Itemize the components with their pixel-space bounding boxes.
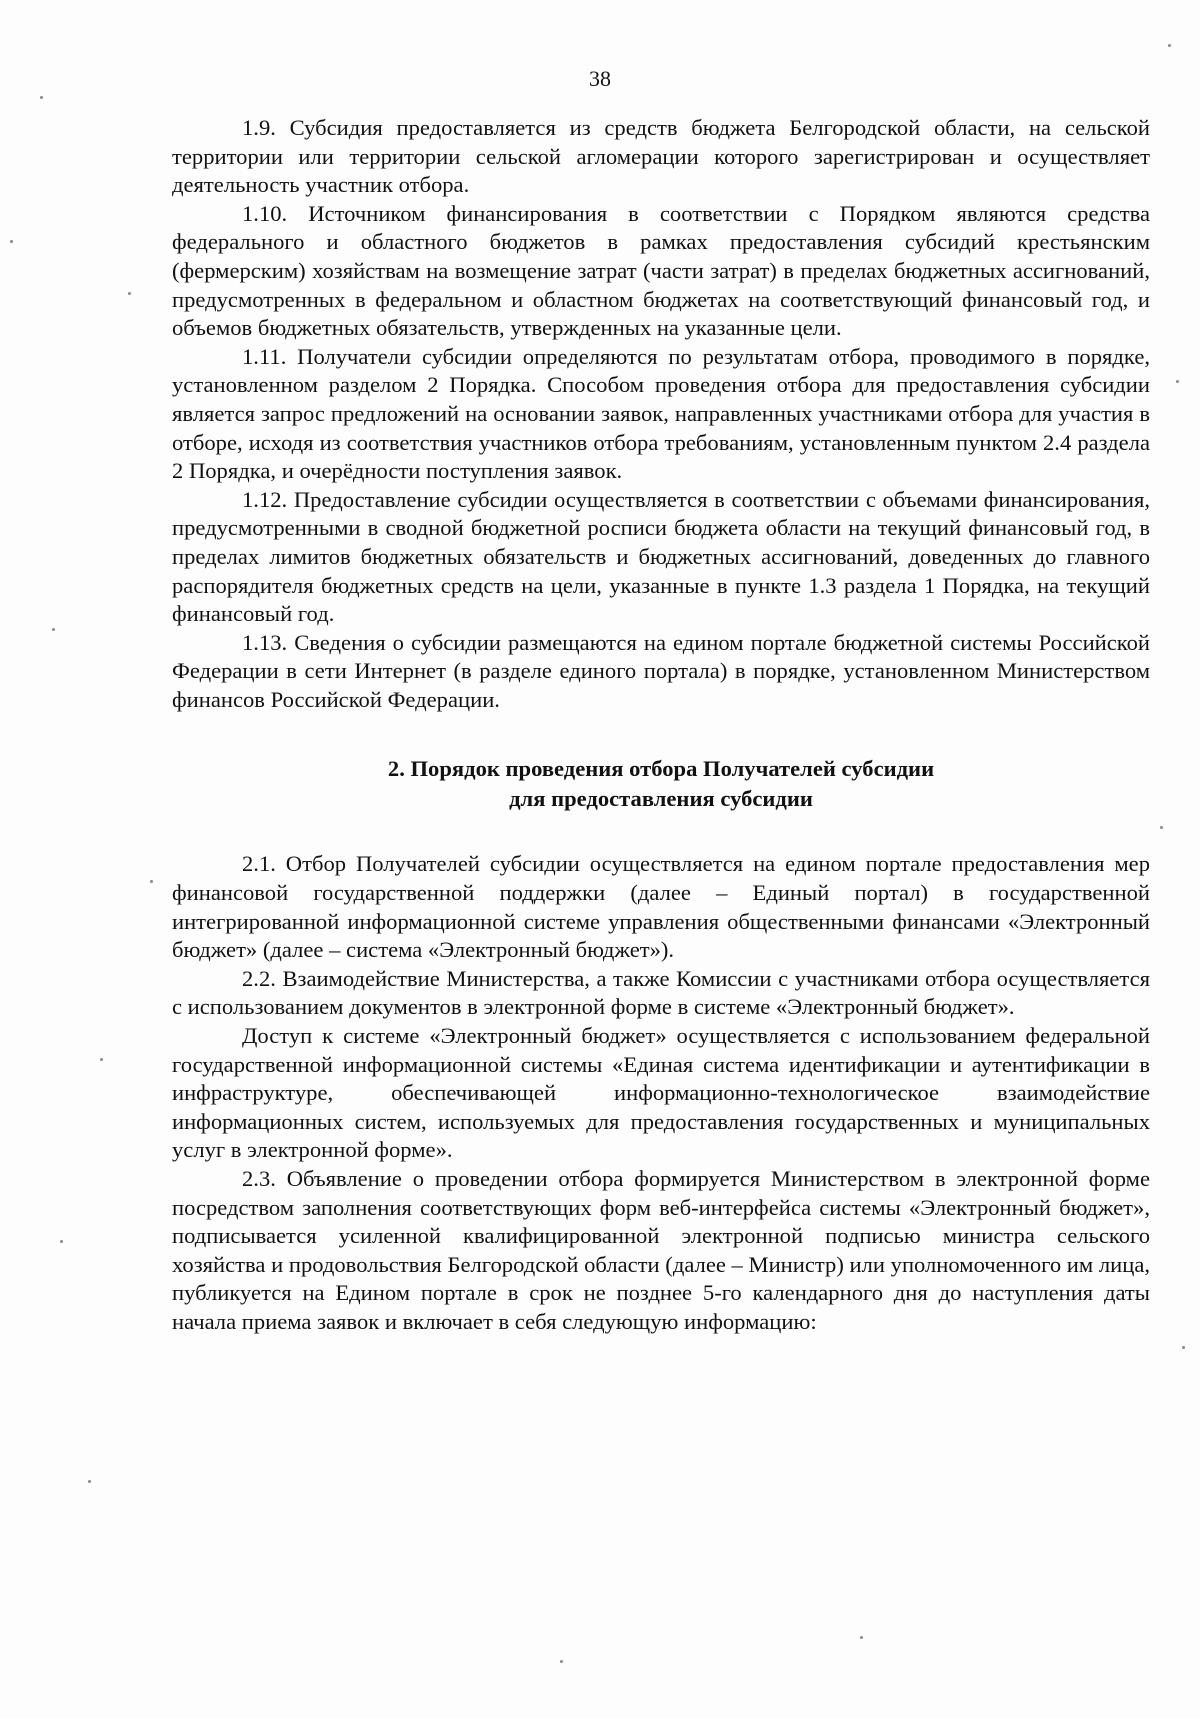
scan-speck	[1168, 44, 1171, 47]
paragraph-1-13: 1.13. Сведения о субсидии размещаются на едином портале бюджетной системы Российской Федерации в сети Интернет (в разделе единого портала) в порядке, установленном Министерством финансов Российской Федерации.	[172, 629, 1150, 712]
section-heading	[172, 754, 1150, 814]
scan-speck	[150, 880, 153, 883]
scan-speck	[52, 628, 55, 631]
scan-speck	[88, 1480, 91, 1483]
section-heading-line-2: для предоставления субсидии	[509, 786, 813, 812]
paragraph-2-2: 2.2. Взаимодействие Министерства, а также Комиссии с участниками отбора осуществляется с использованием документов в электронной форме в системе «Электронный бюджет».	[172, 965, 1150, 1020]
scan-speck	[60, 1240, 63, 1243]
scan-speck	[40, 96, 43, 99]
scan-speck	[860, 1636, 863, 1639]
paragraph-1-10: 1.10. Источником финансирования в соответствии с Порядком являются средства федерального и областного бюджетов в рамках предоставления субсидий крестьянским (фермерским) хозяйствам на возмещение затрат (части затрат) в пределах бюджетных ассигнований, предусмотренных в федеральном и областном бюджетах на соответствующий финансовый год, и объемов бюджетных обязательств, утвержденных на указанные цели.	[172, 200, 1150, 341]
scan-speck	[1176, 380, 1179, 383]
section-heading-line-1: 2. Порядок проведения отбора Получателей субсидии	[387, 756, 935, 782]
paragraph-1-9: 1.9. Субсидия предоставляется из средств бюджета Белгородской области, на сельской территории или территории сельской агломерации которого зарегистрирован и осуществляет деятельность участник отбора.	[172, 115, 1150, 198]
paragraph-2-1: 2.1. Отбор Получателей субсидии осуществляется на едином портале предоставления мер финансовой государственной поддержки (далее – Единый портал) в государственной интегрированной информационной системе управления общественными финансами «Электронный бюджет» (далее – система «Электронный бюджет»).	[172, 851, 1150, 963]
paragraph-2-2-access: Доступ к системе «Электронный бюджет» осуществляется с использованием федеральной государственной информационной системы «Единая система идентификации и аутентификации в инфраструктуре, обеспечивающей информационно-технологическое взаимодействие информационных систем, используемых для предоставления государственных и муниципальных услуг в электронной форме».	[172, 1023, 1150, 1163]
page-number: 38	[589, 66, 611, 91]
paragraph-2-3: 2.3. Объявление о проведении отбора формируется Министерством в электронной форме посредством заполнения соответствующих форм веб-интерфейса системы «Электронный бюджет», подписывается усиленной квалифицированной электронной подписью министра сельского хозяйства и продовольствия Белгородской области (далее – Министр) или уполномоченного им лица, публикуется на Едином портале в срок не позднее 5-го календарного дня до наступления даты начала приема заявок и включает в себя следующую информацию:	[172, 1166, 1150, 1334]
scan-speck	[128, 292, 131, 295]
scan-speck	[10, 240, 13, 243]
scan-speck	[560, 1660, 563, 1663]
paragraph-1-12: 1.12. Предоставление субсидии осуществляется в соответствии с объемами финансирования, предусмотренными в сводной бюджетной росписи бюджета области на текущий финансовый год, в пределах лимитов бюджетных обязательств и бюджетных ассигнований, доведенных до главного распорядителя бюджетных средств на цели, указанные в пункте 1.3 раздела 1 Порядка, на текущий финансовый год.	[172, 486, 1150, 627]
document-body	[172, 114, 1150, 1337]
scan-speck	[1160, 826, 1163, 829]
paragraph-1-11: 1.11. Получатели субсидии определяются по результатам отбора, проводимого в порядке, установленном разделом 2 Порядка. Способом проведения отбора для предоставления субсидии является запрос предложений на основании заявок, направленных участниками отбора для участия в отборе, исходя из соответствия участников отбора требованиям, установленным пунктом 2.4 раздела 2 Порядка, и очерёдности поступления заявок.	[172, 343, 1150, 484]
scan-speck	[100, 1058, 103, 1061]
scan-speck	[1182, 1346, 1185, 1349]
